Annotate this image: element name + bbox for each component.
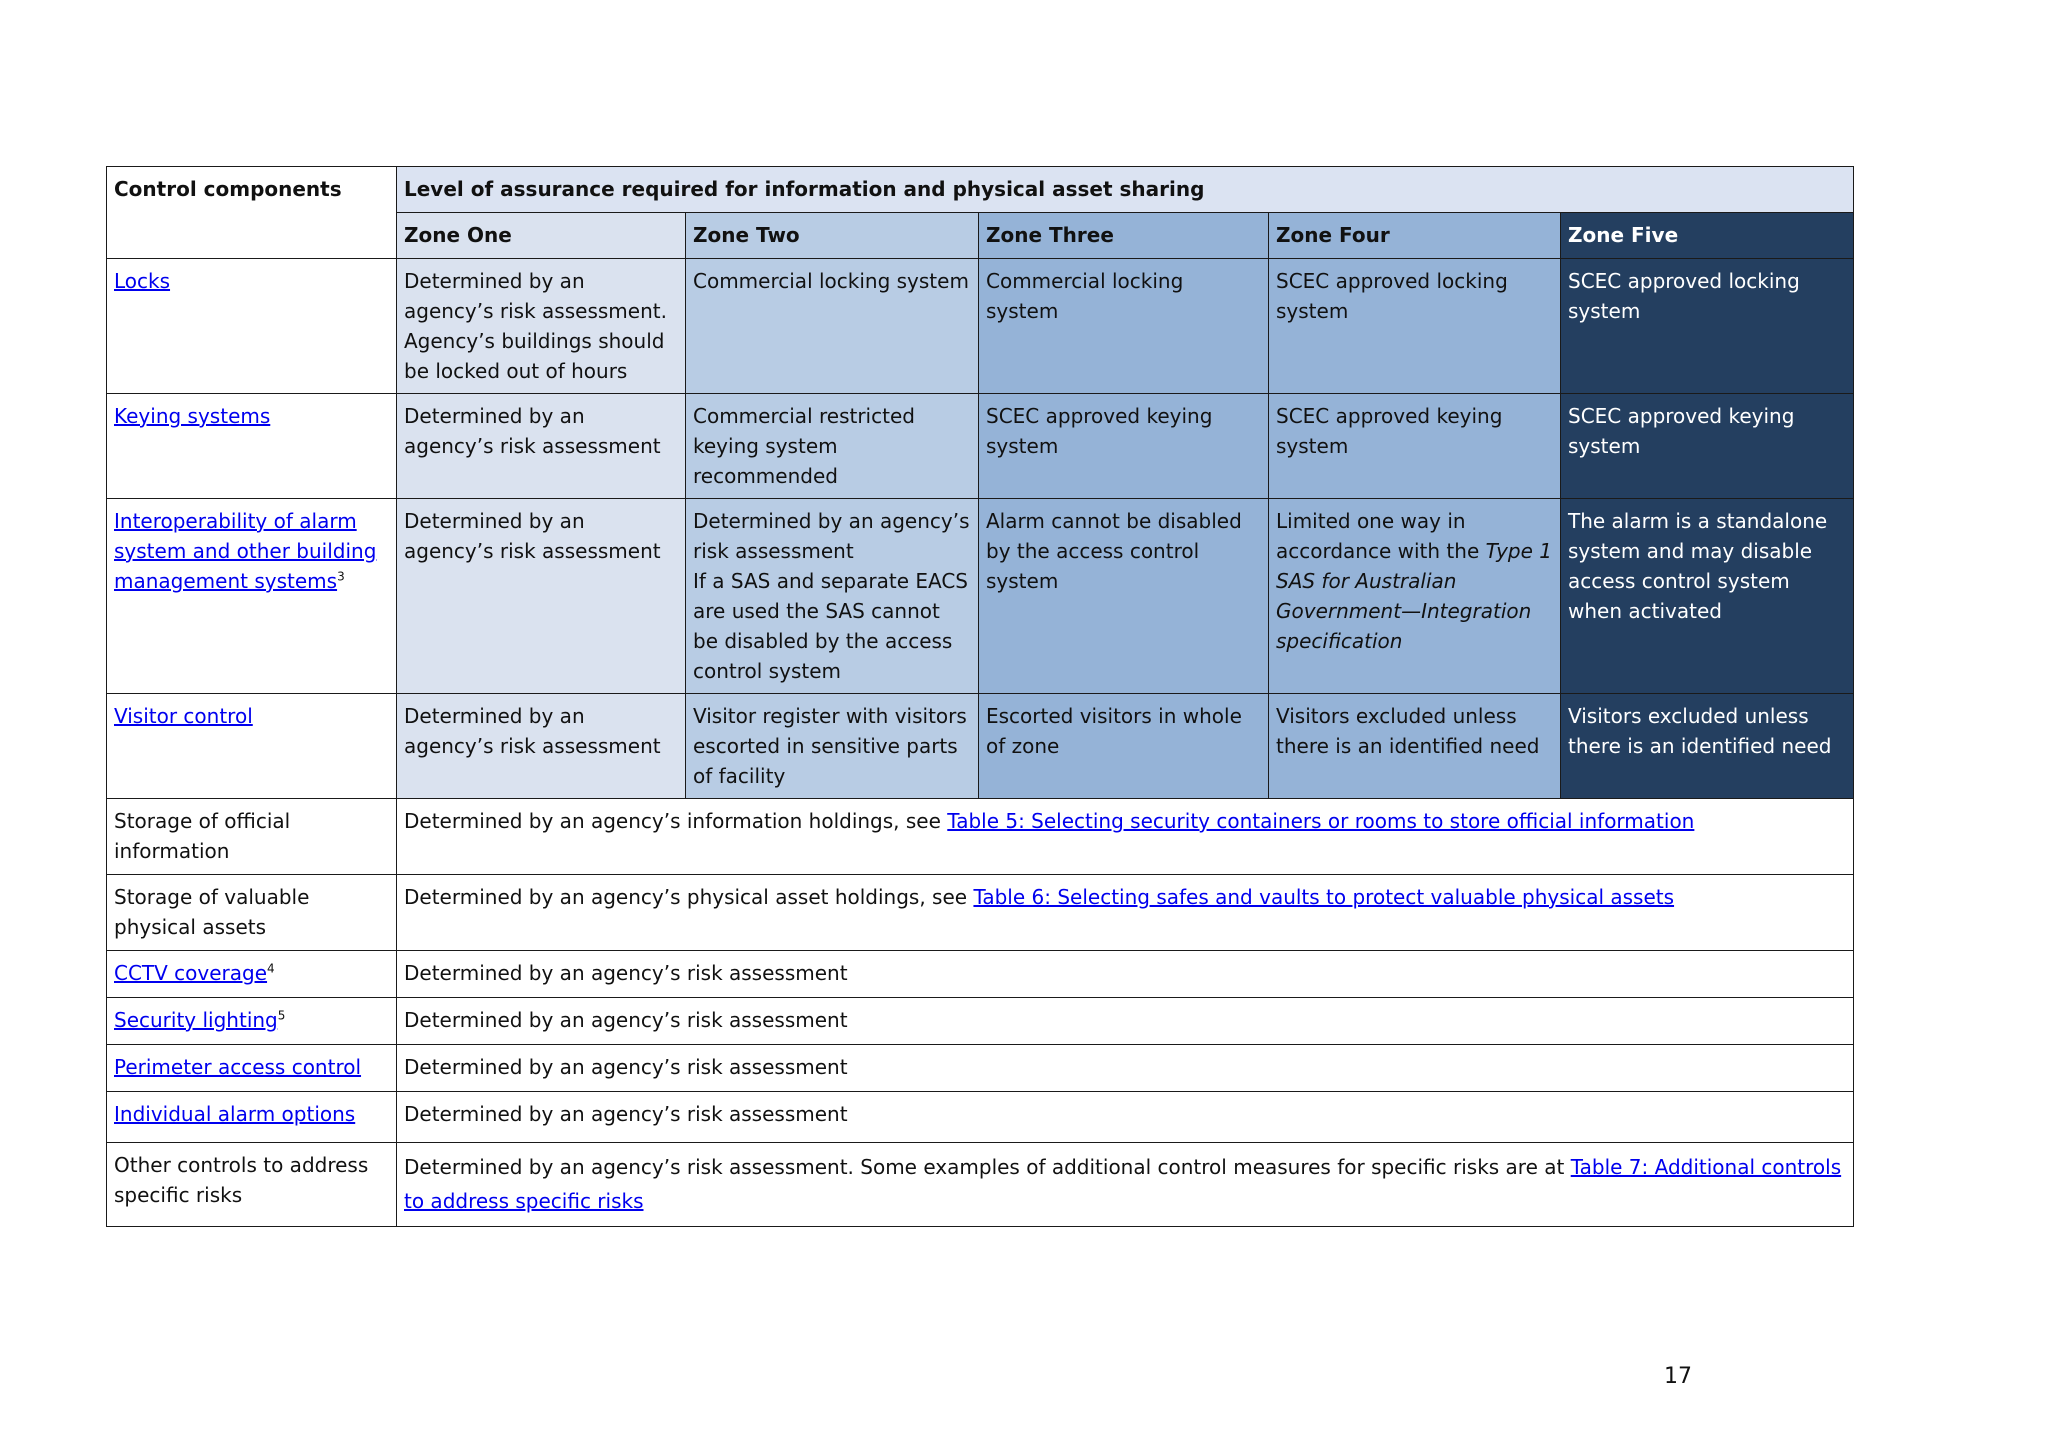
storage-info-cell bbox=[397, 799, 1854, 875]
visitor-zone-two: Visitor register with visitors escorted in sensitive parts of facility bbox=[686, 694, 979, 799]
storage-info-text: Determined by an agency’s information holdings, see bbox=[404, 809, 948, 833]
zone-one-header: Zone One bbox=[397, 213, 686, 259]
locks-zone-two: Commercial locking system bbox=[686, 259, 979, 394]
keying-zone-five: SCEC approved keying system bbox=[1561, 394, 1854, 499]
other-controls-label: Other controls to address specific risks bbox=[107, 1143, 397, 1227]
visitor-zone-four: Visitors excluded unless there is an identified need bbox=[1269, 694, 1561, 799]
perimeter-access-control-link[interactable]: Perimeter access control bbox=[114, 1055, 362, 1079]
other-controls-text: Determined by an agency’s risk assessment. Some examples of additional control measures for specific risks are at bbox=[404, 1155, 1571, 1179]
storage-assets-cell bbox=[397, 875, 1854, 951]
interop-zone-two-line2: If a SAS and separate EACS are used the SAS cannot be disabled by the access control system bbox=[693, 569, 968, 683]
interop-zone-two-line1: Determined by an agency’s risk assessment bbox=[693, 509, 970, 563]
page-number: 17 bbox=[1664, 1364, 1692, 1389]
integration-spec-title: Type 1 SAS for Australian Government—Integration specification bbox=[1276, 539, 1553, 653]
footnote-ref-5: 5 bbox=[277, 1008, 286, 1023]
table-7-link[interactable]: Table 7: Additional controls to address specific risks bbox=[404, 1155, 1842, 1213]
perimeter-cell: Determined by an agency’s risk assessment bbox=[397, 1045, 1854, 1092]
table-row-perimeter bbox=[107, 1045, 1854, 1092]
visitor-zone-three: Escorted visitors in whole of zone bbox=[979, 694, 1269, 799]
keying-zone-one: Determined by an agency’s risk assessment bbox=[397, 394, 686, 499]
table-row-cctv bbox=[107, 951, 1854, 998]
visitor-control-link[interactable]: Visitor control bbox=[114, 704, 253, 728]
storage-info-label: Storage of official information bbox=[107, 799, 397, 875]
storage-assets-label: Storage of valuable physical assets bbox=[107, 875, 397, 951]
row-label-cell bbox=[107, 951, 397, 998]
interop-zone-four bbox=[1269, 499, 1561, 694]
interoperability-link[interactable]: Interoperability of alarm system and other building management systems bbox=[114, 509, 377, 593]
row-label-cell bbox=[107, 1092, 397, 1143]
cctv-coverage-link[interactable]: CCTV coverage bbox=[114, 961, 268, 985]
row-label-cell bbox=[107, 499, 397, 694]
storage-assets-text: Determined by an agency’s physical asset holdings, see bbox=[404, 885, 974, 909]
alarm-options-cell: Determined by an agency’s risk assessment bbox=[397, 1092, 1854, 1143]
interop-zone-five: The alarm is a standalone system and may disable access control system when activated bbox=[1561, 499, 1854, 694]
footnote-ref-4: 4 bbox=[267, 961, 275, 976]
level-of-assurance-header: Level of assurance required for information and physical asset sharing bbox=[397, 167, 1854, 213]
locks-zone-one: Determined by an agency’s risk assessment. Agency’s buildings should be locked out of hours bbox=[397, 259, 686, 394]
row-label-cell bbox=[107, 1045, 397, 1092]
table-row-locks bbox=[107, 259, 1854, 394]
visitor-zone-five: Visitors excluded unless there is an identified need bbox=[1561, 694, 1854, 799]
zone-four-header: Zone Four bbox=[1269, 213, 1561, 259]
header-row-1 bbox=[107, 167, 1854, 213]
table-row-alarm-options bbox=[107, 1092, 1854, 1143]
visitor-zone-one: Determined by an agency’s risk assessment bbox=[397, 694, 686, 799]
keying-zone-three: SCEC approved keying system bbox=[979, 394, 1269, 499]
individual-alarm-options-link[interactable]: Individual alarm options bbox=[114, 1102, 356, 1126]
lighting-cell: Determined by an agency’s risk assessment bbox=[397, 998, 1854, 1045]
locks-zone-four: SCEC approved locking system bbox=[1269, 259, 1561, 394]
table-5-link[interactable]: Table 5: Selecting security containers or rooms to store official information bbox=[947, 809, 1695, 833]
table-row-keying bbox=[107, 394, 1854, 499]
keying-zone-two: Commercial restricted keying system recommended bbox=[686, 394, 979, 499]
row-label-cell bbox=[107, 259, 397, 394]
row-label-cell bbox=[107, 998, 397, 1045]
footnote-ref-3: 3 bbox=[337, 569, 345, 584]
zone-five-header: Zone Five bbox=[1561, 213, 1854, 259]
locks-zone-five: SCEC approved locking system bbox=[1561, 259, 1854, 394]
zone-two-header: Zone Two bbox=[686, 213, 979, 259]
row-label-cell bbox=[107, 694, 397, 799]
interop-zone-one: Determined by an agency’s risk assessment bbox=[397, 499, 686, 694]
control-components-table bbox=[106, 166, 1854, 1227]
table-row-storage-assets bbox=[107, 875, 1854, 951]
interop-zone-two bbox=[686, 499, 979, 694]
table-row-interoperability bbox=[107, 499, 1854, 694]
interop-zone-three: Alarm cannot be disabled by the access control system bbox=[979, 499, 1269, 694]
interop-zone-four-text: Limited one way in accordance with the bbox=[1276, 509, 1486, 563]
locks-zone-three: Commercial locking system bbox=[979, 259, 1269, 394]
table-row-storage-information bbox=[107, 799, 1854, 875]
keying-zone-four: SCEC approved keying system bbox=[1269, 394, 1561, 499]
table-row-visitor bbox=[107, 694, 1854, 799]
zone-three-header: Zone Three bbox=[979, 213, 1269, 259]
keying-systems-link[interactable]: Keying systems bbox=[114, 404, 271, 428]
table-row-lighting bbox=[107, 998, 1854, 1045]
other-controls-cell bbox=[397, 1143, 1854, 1227]
cctv-cell: Determined by an agency’s risk assessment bbox=[397, 951, 1854, 998]
table-row-other-controls bbox=[107, 1143, 1854, 1227]
locks-link[interactable]: Locks bbox=[114, 269, 171, 293]
security-lighting-link[interactable]: Security lighting bbox=[114, 1008, 278, 1032]
table-6-link[interactable]: Table 6: Selecting safes and vaults to protect valuable physical assets bbox=[973, 885, 1675, 909]
row-label-cell bbox=[107, 394, 397, 499]
control-components-header: Control components bbox=[107, 167, 397, 259]
